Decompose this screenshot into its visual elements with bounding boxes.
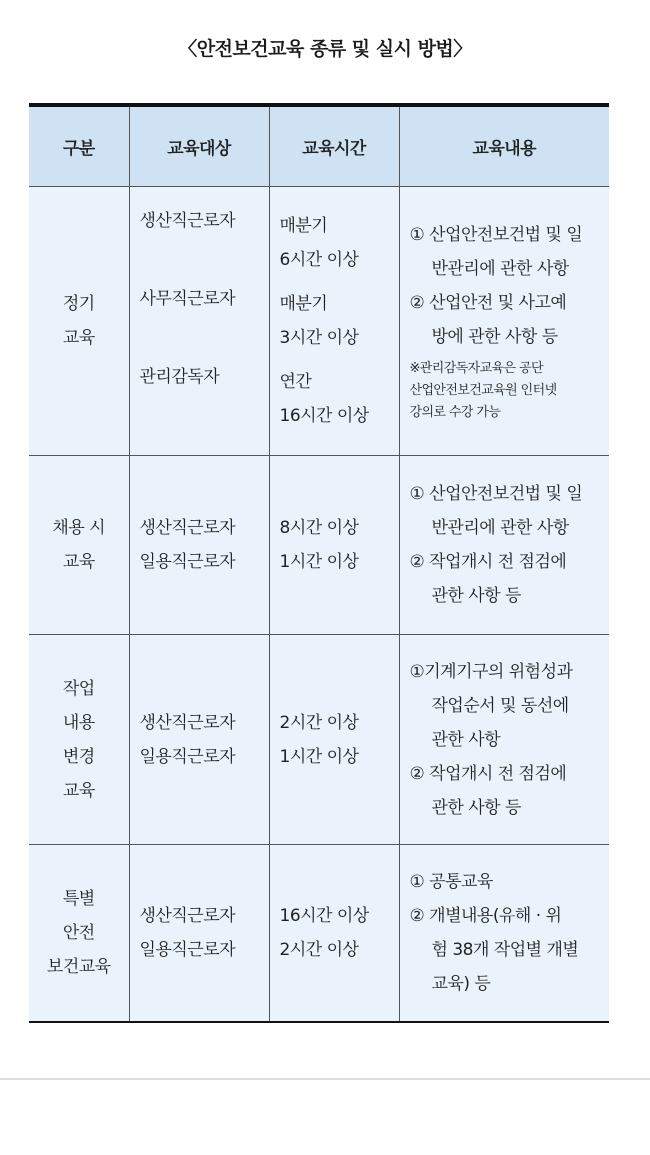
- header-time: 교육시간: [269, 105, 399, 187]
- target-text: 사무직근로자: [139, 289, 236, 309]
- time-text: 3시간 이상: [279, 328, 359, 348]
- header-target: 교육대상: [129, 105, 269, 187]
- category-cell: [29, 456, 129, 635]
- category-text: 특별: [62, 889, 95, 909]
- table-row: [29, 845, 609, 1023]
- time-text: 연간: [279, 372, 312, 392]
- content-item: ① 산업안전보건법 및 일 반관리에 관한 사항: [409, 225, 583, 279]
- time-text: 16시간 이상: [279, 906, 369, 926]
- time-cell: [269, 187, 399, 456]
- category-text: 변경: [62, 746, 95, 767]
- category-text: 채용 시: [52, 518, 106, 538]
- page-divider: [0, 1078, 650, 1080]
- content-cell: [399, 845, 609, 1023]
- target-text: 생산직근로자: [139, 712, 236, 733]
- time-text: 2시간 이상: [279, 712, 359, 733]
- category-text: 보건교육: [46, 957, 111, 977]
- time-text: 매분기: [279, 294, 328, 314]
- content-item: ② 작업개시 전 점검에 관한 사항 등: [409, 552, 567, 606]
- content-item: ①기계기구의 위험성과 작업순서 및 동선에 관한 사항: [409, 661, 573, 750]
- target-text: 일용직근로자: [139, 940, 236, 960]
- table-row: [29, 456, 609, 635]
- target-cell: [129, 845, 269, 1023]
- time-text: 1시간 이상: [279, 746, 359, 767]
- content-cell: [399, 456, 609, 635]
- table-row: [29, 635, 609, 845]
- category-text: 작업: [62, 678, 95, 699]
- time-text: 1시간 이상: [279, 552, 359, 572]
- time-text: 2시간 이상: [279, 940, 359, 960]
- category-text: 정기: [62, 294, 95, 314]
- category-text: 교육: [62, 328, 95, 348]
- time-cell: [269, 845, 399, 1023]
- content-cell: [399, 635, 609, 845]
- category-cell: [29, 187, 129, 456]
- table-row: [29, 187, 609, 456]
- target-text: 관리감독자: [139, 367, 220, 387]
- target-cell: [129, 635, 269, 845]
- header-content: 교육내용: [399, 105, 609, 187]
- content-item: ② 작업개시 전 점검에 관한 사항 등: [409, 763, 567, 818]
- time-text: 8시간 이상: [279, 518, 359, 538]
- category-text: 교육: [62, 552, 95, 572]
- target-cell: [129, 187, 269, 456]
- category-text: 교육: [62, 780, 95, 801]
- target-cell: [129, 456, 269, 635]
- time-text: 16시간 이상: [279, 406, 369, 426]
- category-cell: [29, 635, 129, 845]
- time-cell: [269, 456, 399, 635]
- time-cell: [269, 635, 399, 845]
- content-item: ② 개별내용(유해 · 위 험 38개 작업별 개별 교육) 등: [409, 906, 579, 994]
- content-cell: [399, 187, 609, 456]
- table-header-row: [29, 105, 609, 187]
- category-cell: [29, 845, 129, 1023]
- header-category: 구분: [29, 105, 129, 187]
- category-text: 내용: [62, 712, 95, 733]
- target-text: 일용직근로자: [139, 552, 236, 572]
- content-item: ② 산업안전 및 사고예 방에 관한 사항 등: [409, 293, 567, 347]
- target-text: 생산직근로자: [139, 211, 236, 231]
- page-title: 〈안전보건교육 종류 및 실시 방법〉: [178, 38, 472, 60]
- content-item: ① 공통교육: [409, 872, 493, 892]
- target-text: 생산직근로자: [139, 906, 236, 926]
- target-text: 생산직근로자: [139, 518, 236, 538]
- education-table: [29, 103, 609, 1023]
- category-text: 안전: [62, 923, 95, 943]
- time-text: 매분기: [279, 216, 328, 236]
- target-text: 일용직근로자: [139, 746, 236, 767]
- time-text: 6시간 이상: [279, 250, 359, 270]
- note-text: ※관리감독자교육은 공단 산업안전보건교육원 인터넷 강의로 수강 가능: [409, 361, 557, 420]
- content-item: ① 산업안전보건법 및 일 반관리에 관한 사항: [409, 484, 583, 538]
